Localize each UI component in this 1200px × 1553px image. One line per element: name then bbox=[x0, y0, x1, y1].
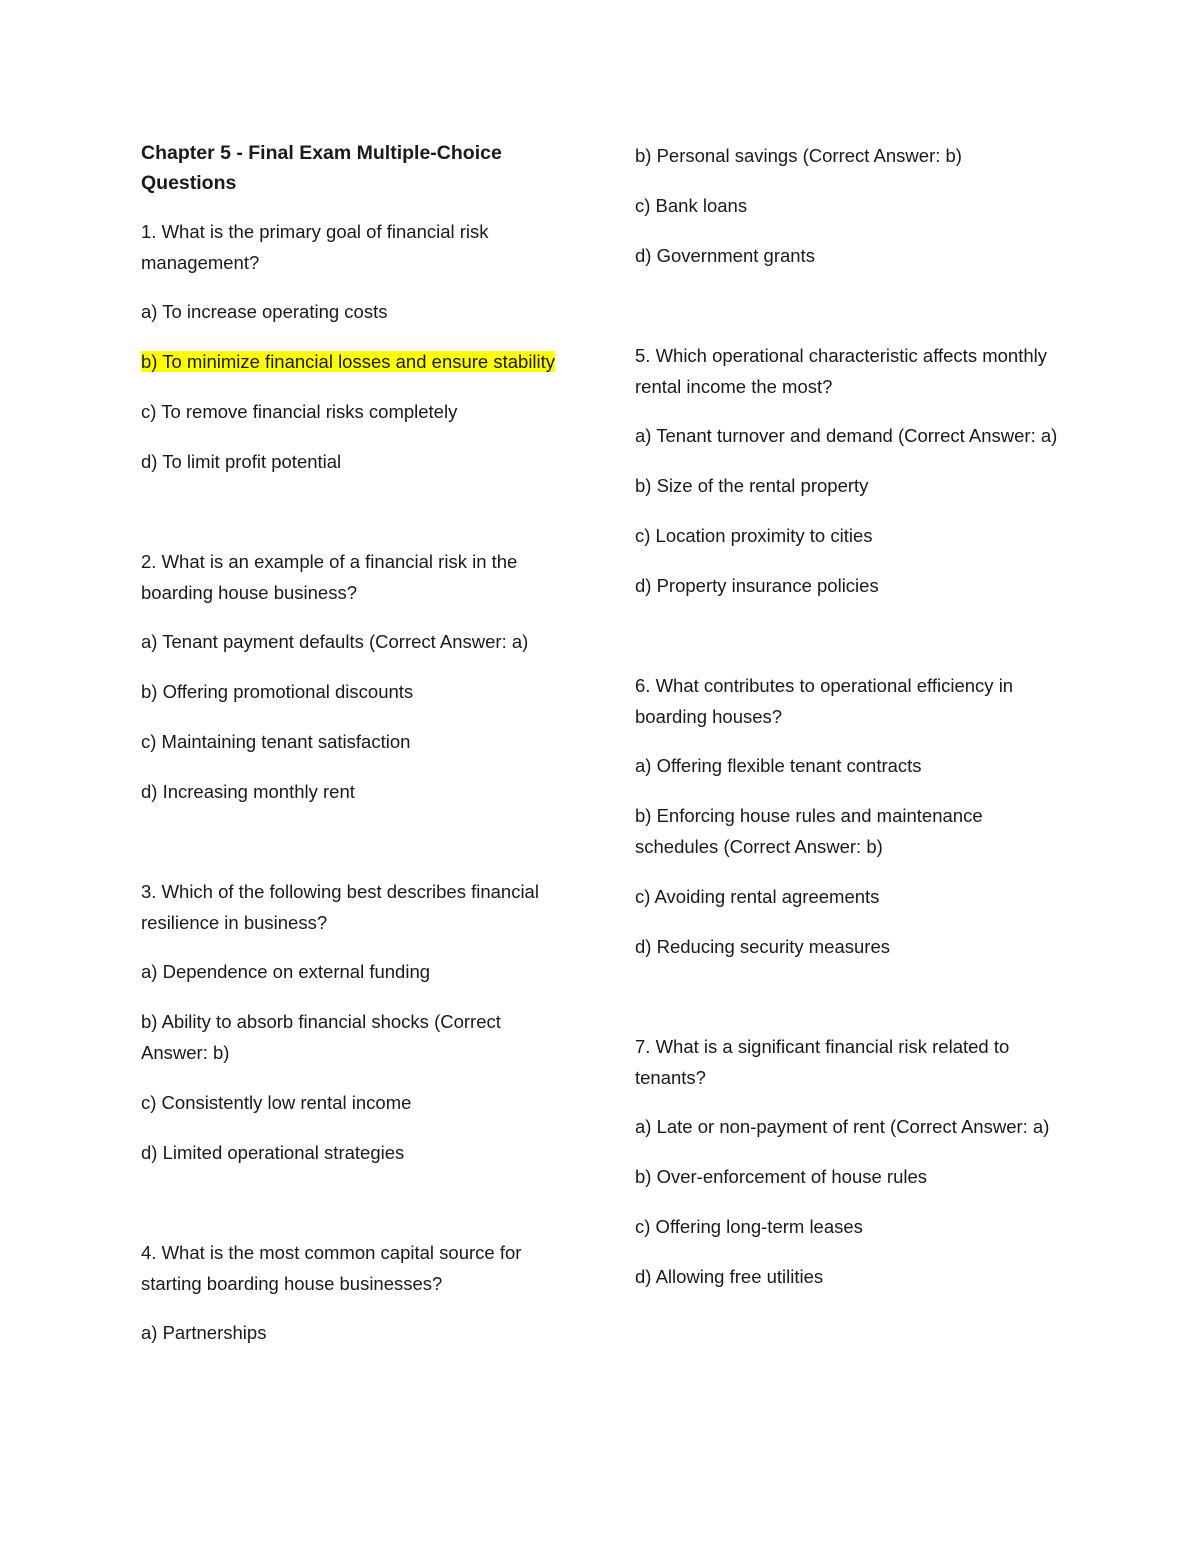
answer-option: d) To limit profit potential bbox=[141, 451, 342, 472]
question-block-4-continued bbox=[635, 140, 1065, 271]
question-text: 1. What is the primary goal of financial risk management? bbox=[141, 221, 489, 273]
question-text: 7. What is a significant financial risk related to tenants? bbox=[635, 1036, 1010, 1088]
highlighted-answer-text: b) To minimize financial losses and ensure stability bbox=[141, 351, 556, 372]
question-text: 2. What is an example of a financial risk in the boarding house business? bbox=[141, 551, 518, 603]
answer-option: c) Consistently low rental income bbox=[141, 1092, 412, 1113]
answer-option: a) Partnerships bbox=[141, 1322, 267, 1343]
answer-option: d) Property insurance policies bbox=[635, 575, 879, 596]
question-text: 3. Which of the following best describes financial resilience in business? bbox=[141, 881, 539, 933]
question-text: 5. Which operational characteristic affects monthly rental income the most? bbox=[635, 345, 1047, 397]
question-block-5 bbox=[635, 340, 1065, 601]
answer-option: a) Tenant payment defaults (Correct Answer: a) bbox=[141, 631, 529, 652]
left-column bbox=[141, 138, 571, 1367]
answer-option: d) Limited operational strategies bbox=[141, 1142, 405, 1163]
question-block-1 bbox=[141, 216, 571, 477]
answer-option: c) Location proximity to cities bbox=[635, 525, 873, 546]
answer-option: b) Ability to absorb financial shocks (Correct Answer: b) bbox=[141, 1011, 501, 1063]
question-block-4 bbox=[141, 1237, 571, 1348]
answer-option: a) Late or non-payment of rent (Correct Answer: a) bbox=[635, 1116, 1050, 1137]
answer-option: c) Bank loans bbox=[635, 195, 748, 216]
highlighted-answer-option bbox=[141, 346, 571, 377]
right-column bbox=[635, 140, 1065, 1311]
document-title: Chapter 5 - Final Exam Multiple-Choice Questions bbox=[141, 142, 502, 194]
answer-option: a) Dependence on external funding bbox=[141, 961, 431, 982]
answer-option: c) Avoiding rental agreements bbox=[635, 886, 880, 907]
answer-option: b) Offering promotional discounts bbox=[141, 681, 414, 702]
answer-option: b) Personal savings (Correct Answer: b) bbox=[635, 145, 962, 166]
answer-option: b) Enforcing house rules and maintenance schedules (Correct Answer: b) bbox=[635, 805, 983, 857]
question-block-3 bbox=[141, 876, 571, 1168]
answer-option: c) Offering long-term leases bbox=[635, 1216, 863, 1237]
answer-option: d) Increasing monthly rent bbox=[141, 781, 355, 802]
question-text: 6. What contributes to operational efficiency in boarding houses? bbox=[635, 675, 1014, 727]
answer-option: d) Reducing security measures bbox=[635, 936, 890, 957]
answer-option: b) Size of the rental property bbox=[635, 475, 869, 496]
answer-option: a) To increase operating costs bbox=[141, 301, 388, 322]
answer-option: c) To remove financial risks completely bbox=[141, 401, 458, 422]
question-text: 4. What is the most common capital source for starting boarding house businesses? bbox=[141, 1242, 522, 1294]
answer-option: c) Maintaining tenant satisfaction bbox=[141, 731, 411, 752]
question-block-6 bbox=[635, 670, 1065, 962]
answer-option: a) Tenant turnover and demand (Correct Answer: a) bbox=[635, 425, 1058, 446]
answer-option: d) Government grants bbox=[635, 245, 815, 266]
answer-option: b) Over-enforcement of house rules bbox=[635, 1166, 928, 1187]
answer-option: a) Offering flexible tenant contracts bbox=[635, 755, 922, 776]
question-block-7 bbox=[635, 1031, 1065, 1292]
question-block-2 bbox=[141, 546, 571, 807]
answer-option: d) Allowing free utilities bbox=[635, 1266, 824, 1287]
